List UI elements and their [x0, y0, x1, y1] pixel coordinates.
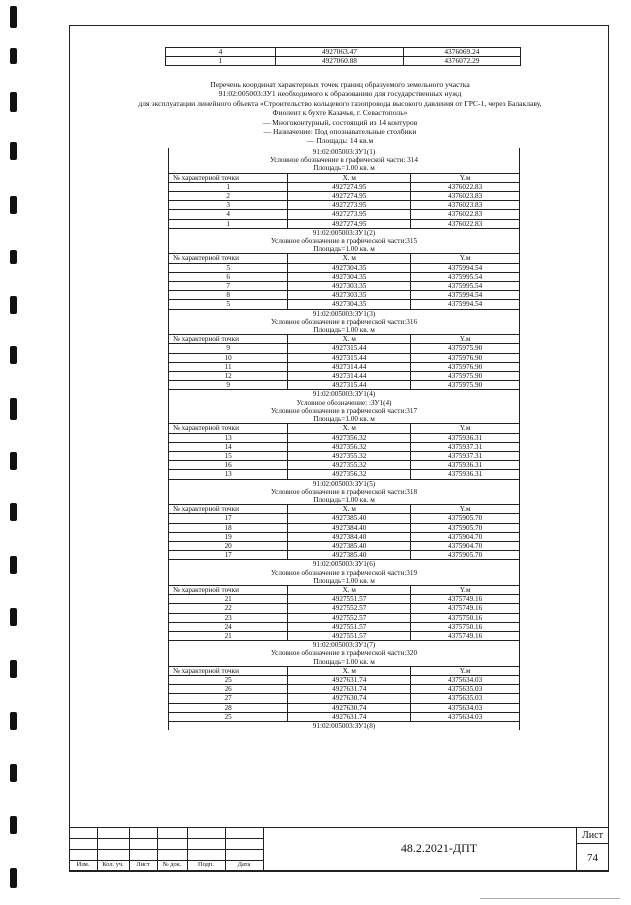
caption-row: [169, 658, 520, 667]
point-number: 22: [169, 604, 288, 613]
y-value: 4376022.83: [411, 219, 520, 228]
table-row: [169, 604, 520, 613]
y-value: 4376022.83: [411, 210, 520, 219]
x-value: 4927314.44: [288, 362, 411, 371]
table-row: [169, 712, 520, 721]
x-value: 4927273.95: [288, 201, 411, 210]
y-value: 4376023.83: [411, 201, 520, 210]
x-value: 4927385.40: [288, 551, 411, 560]
point-number: 9: [169, 381, 288, 390]
column-header-row: [169, 585, 520, 594]
y-value: 4375936.31: [411, 461, 520, 470]
y-value: 4375905.70: [411, 551, 520, 560]
column-header-number: № характерной точки: [169, 424, 288, 433]
point-number: 15: [169, 451, 288, 460]
point-number: 20: [169, 541, 288, 550]
caption-row: [169, 641, 520, 650]
column-header-y: Y.м: [411, 424, 520, 433]
point-number: 21: [169, 631, 288, 640]
x-value: 4927384.40: [288, 532, 411, 541]
table-row: [169, 595, 520, 604]
table-row: [169, 461, 520, 470]
header-line: 91:02:005003:ЗУ1 необходимого к образованию для государственных нужд: [218, 89, 462, 99]
contour-title: 91:02:005003:ЗУ1(8): [169, 722, 520, 731]
table-row: [169, 631, 520, 640]
y-value: 4376022.83: [411, 182, 520, 191]
binding-marks: [8, 0, 22, 905]
table-row: [169, 451, 520, 460]
y-value: 4375975.90: [411, 344, 520, 353]
table-row: [169, 219, 520, 228]
column-header-row: [169, 424, 520, 433]
point-number: 5: [169, 263, 288, 272]
x-value: 4927315.44: [288, 344, 411, 353]
caption-row: [169, 309, 520, 318]
point-number: 21: [169, 595, 288, 604]
contour-area: Площадь=1.00 кв. м: [169, 415, 520, 424]
y-value: 4375904.70: [411, 541, 520, 550]
contour-legend: Условное обозначение в графической части:316: [169, 318, 520, 326]
x-value: 4927304.35: [288, 272, 411, 281]
column-header-number: № характерной точки: [169, 666, 288, 675]
y-value: 4375975.90: [411, 372, 520, 381]
caption-row: [169, 148, 520, 156]
column-header-number: № характерной точки: [169, 173, 288, 182]
table-row: [169, 532, 520, 541]
contour-legend: Условное обозначение в графической части:315: [169, 237, 520, 245]
table-row: [169, 353, 520, 362]
x-value: 4927274.95: [288, 192, 411, 201]
y-value: 4375905.70: [411, 523, 520, 532]
y-value: 4375749.16: [411, 631, 520, 640]
point-number: 1: [169, 219, 288, 228]
table-row: [169, 344, 520, 353]
x-value: 4927315.44: [288, 381, 411, 390]
table-row: [169, 694, 520, 703]
point-number: 28: [169, 703, 288, 712]
table-row: [169, 300, 520, 309]
contour-area: Площадь=1.00 кв. м: [169, 577, 520, 586]
x-value: 4927385.40: [288, 514, 411, 523]
caption-row: [169, 318, 520, 326]
point-number: 9: [169, 344, 288, 353]
header-line: для эксплуатации линейного объекта «Строительство кольцевого газопровода высокого давления от ГРС-1, через Балаклаву,: [138, 98, 542, 108]
table-row: [169, 372, 520, 381]
x-value: 4927303.35: [288, 291, 411, 300]
x-value: 4927060.88: [276, 57, 404, 66]
column-header-x: Х. м: [288, 254, 411, 263]
column-header-x: Х. м: [288, 424, 411, 433]
y-value: 4375937.31: [411, 451, 520, 460]
x-value: 4927304.35: [288, 263, 411, 272]
column-header-y: Y.м: [411, 585, 520, 594]
scan-edge-line: [480, 898, 620, 901]
x-value: 4927385.40: [288, 541, 411, 550]
stamp-kol: Кол. уч.: [102, 861, 124, 868]
header-line: Фиолент к бухте Казачья, г. Севастополь»: [272, 108, 408, 118]
y-value: 4375749.16: [411, 604, 520, 613]
x-value: 4927304.35: [288, 300, 411, 309]
x-value: 4927551.57: [288, 622, 411, 631]
point-number: 27: [169, 694, 288, 703]
x-value: 4927630.74: [288, 694, 411, 703]
table-row: [169, 514, 520, 523]
table-row: [169, 613, 520, 622]
x-value: 4927356.32: [288, 470, 411, 479]
contour-note: Условное обозначение: :ЗУ1(4): [169, 399, 520, 407]
y-value: 4375905.70: [411, 514, 520, 523]
point-number: 7: [169, 282, 288, 291]
y-value: 4376023.83: [411, 192, 520, 201]
y-value: 4375994.54: [411, 300, 520, 309]
table-row: [169, 685, 520, 694]
column-header-row: [169, 666, 520, 675]
table-row: [169, 470, 520, 479]
x-value: 4927273.95: [288, 210, 411, 219]
y-value: 4375634.03: [411, 703, 520, 712]
caption-row: [169, 722, 520, 731]
contour-legend: Условное обозначение в графической части:318: [169, 488, 520, 496]
column-header-number: № характерной точки: [169, 585, 288, 594]
caption-row: [169, 407, 520, 415]
y-value: 4375634.03: [411, 712, 520, 721]
sheet-label: Лист: [582, 830, 603, 841]
x-value: 4927552.57: [288, 613, 411, 622]
contour-legend: Условное обозначение в графической части:319: [169, 569, 520, 577]
x-value: 4927355.32: [288, 461, 411, 470]
point-number: 6: [169, 272, 288, 281]
point-number: 10: [169, 353, 288, 362]
point-number: 23: [169, 613, 288, 622]
stamp-list: Лист: [136, 861, 150, 868]
point-number: 2: [169, 192, 288, 201]
column-header-y: Y.м: [411, 666, 520, 675]
column-header-row: [169, 173, 520, 182]
column-header-number: № характерной точки: [169, 254, 288, 263]
purpose-note: — Назначение: Под опознавательные столбики: [263, 127, 417, 137]
stamp-podp: Подп.: [198, 861, 214, 868]
y-value: 4375994.54: [411, 263, 520, 272]
x-value: 4927063.47: [276, 48, 404, 57]
contour-title: 91:02:005003:ЗУ1(2): [169, 228, 520, 237]
contour-title: 91:02:005003:ЗУ1(6): [169, 560, 520, 569]
table-row: [169, 272, 520, 281]
caption-row: [169, 496, 520, 505]
column-header-x: Х. м: [288, 173, 411, 182]
y-value: 4376072.29: [403, 57, 520, 66]
column-header-x: Х. м: [288, 666, 411, 675]
x-value: 4927551.57: [288, 631, 411, 640]
sheet-number: 74: [587, 852, 598, 864]
caption-row: [169, 569, 520, 577]
table-row: [169, 541, 520, 550]
point-number: 25: [169, 675, 288, 684]
point-number: 3: [169, 201, 288, 210]
table-row: [169, 210, 520, 219]
column-header-number: № характерной точки: [169, 505, 288, 514]
y-value: 4375975.90: [411, 381, 520, 390]
point-number: 17: [169, 551, 288, 560]
x-value: 4927384.40: [288, 523, 411, 532]
column-header-y: Y.м: [411, 505, 520, 514]
contour-legend: Условное обозначение в графической части: 314: [169, 156, 520, 164]
y-value: 4375994.54: [411, 291, 520, 300]
column-header-row: [169, 254, 520, 263]
column-header-x: Х. м: [288, 505, 411, 514]
table-row: [169, 551, 520, 560]
table-row: [169, 703, 520, 712]
y-value: 4376069.24: [403, 48, 520, 57]
contour-legend: Условное обозначение в графической части:317: [169, 407, 520, 415]
column-header-y: Y.м: [411, 254, 520, 263]
caption-row: [169, 390, 520, 399]
point-number: 13: [169, 470, 288, 479]
y-value: 4375635.03: [411, 685, 520, 694]
y-value: 4375995.54: [411, 282, 520, 291]
x-value: 4927356.32: [288, 442, 411, 451]
contour-title: 91:02:005003:ЗУ1(5): [169, 479, 520, 488]
document-header: [90, 80, 590, 146]
caption-row: [169, 326, 520, 335]
y-value: 4375750.16: [411, 622, 520, 631]
caption-row: [169, 479, 520, 488]
point-number: 17: [169, 514, 288, 523]
y-value: 4375936.31: [411, 433, 520, 442]
previous-table-tail: [165, 47, 521, 66]
x-value: 4927314.44: [288, 372, 411, 381]
area-note: — Площадь: 14 кв.м: [306, 136, 374, 146]
caption-row: [169, 399, 520, 407]
x-value: 4927274.95: [288, 219, 411, 228]
x-value: 4927552.57: [288, 604, 411, 613]
coordinates-table: [168, 148, 520, 730]
x-value: 4927631.74: [288, 685, 411, 694]
caption-row: [169, 577, 520, 586]
contour-area: Площадь=1.00 кв. м: [169, 658, 520, 667]
caption-row: [169, 488, 520, 496]
table-row: [166, 57, 521, 66]
point-number: 4: [166, 48, 276, 57]
point-number: 18: [169, 523, 288, 532]
stamp-ndok: № док.: [162, 861, 182, 868]
x-value: 4927315.44: [288, 353, 411, 362]
point-number: 1: [169, 182, 288, 191]
x-value: 4927274.95: [288, 182, 411, 191]
stamp-data: Дата: [237, 861, 251, 868]
y-value: 4375936.31: [411, 470, 520, 479]
point-number: 16: [169, 461, 288, 470]
table-row: [169, 622, 520, 631]
caption-row: [169, 560, 520, 569]
point-number: 26: [169, 685, 288, 694]
x-value: 4927631.74: [288, 712, 411, 721]
column-header-y: Y.м: [411, 173, 520, 182]
caption-row: [169, 237, 520, 245]
table-row: [169, 442, 520, 451]
x-value: 4927356.32: [288, 433, 411, 442]
y-value: 4375995.54: [411, 272, 520, 281]
table-row: [169, 433, 520, 442]
point-number: 19: [169, 532, 288, 541]
column-header-x: Х. м: [288, 585, 411, 594]
table-row: [169, 201, 520, 210]
point-number: 12: [169, 372, 288, 381]
x-value: 4927551.57: [288, 595, 411, 604]
title-block: [69, 827, 609, 872]
y-value: 4375976.90: [411, 353, 520, 362]
y-value: 4375750.16: [411, 613, 520, 622]
contour-title: 91:02:005003:ЗУ1(1): [169, 148, 520, 156]
column-header-row: [169, 335, 520, 344]
x-value: 4927631.74: [288, 675, 411, 684]
point-number: 14: [169, 442, 288, 451]
x-value: 4927630.74: [288, 703, 411, 712]
point-number: 25: [169, 712, 288, 721]
contour-area: Площадь=1.00 кв. м: [169, 245, 520, 254]
table-row: [169, 362, 520, 371]
table-row: [169, 263, 520, 272]
caption-row: [169, 164, 520, 173]
column-header-row: [169, 505, 520, 514]
y-value: 4375904.70: [411, 532, 520, 541]
table-row: [169, 381, 520, 390]
point-number: 5: [169, 300, 288, 309]
caption-row: [169, 245, 520, 254]
header-line: Перечень координат характерных точек границ образуемого земельного участка: [210, 80, 470, 89]
table-row: [169, 182, 520, 191]
table-row: [169, 282, 520, 291]
table-row: [169, 675, 520, 684]
point-number: 1: [166, 57, 276, 66]
contour-title: 91:02:005003:ЗУ1(4): [169, 390, 520, 399]
document-code: 48.2.2021-ДПТ: [400, 841, 478, 855]
contour-area: Площадь=1.00 кв. м: [169, 326, 520, 335]
contour-title: 91:02:005003:ЗУ1(3): [169, 309, 520, 318]
point-number: 13: [169, 433, 288, 442]
caption-row: [169, 415, 520, 424]
caption-row: [169, 228, 520, 237]
column-header-y: Y.м: [411, 335, 520, 344]
point-number: 8: [169, 291, 288, 300]
table-row: [169, 291, 520, 300]
y-value: 4375635.03: [411, 694, 520, 703]
contour-legend: Условное обозначение в графической части:320: [169, 649, 520, 657]
y-value: 4375749.16: [411, 595, 520, 604]
table-row: [169, 192, 520, 201]
y-value: 4375976.90: [411, 362, 520, 371]
multi-contour-note: — Многоконтурный, состоящий из 14 контуров: [262, 117, 418, 127]
y-value: 4375937.31: [411, 442, 520, 451]
y-value: 4375634.03: [411, 675, 520, 684]
caption-row: [169, 156, 520, 164]
caption-row: [169, 649, 520, 657]
point-number: 11: [169, 362, 288, 371]
stamp-izm: Изм.: [76, 861, 90, 868]
contour-title: 91:02:005003:ЗУ1(7): [169, 641, 520, 650]
column-header-number: № характерной точки: [169, 335, 288, 344]
point-number: 4: [169, 210, 288, 219]
column-header-x: Х. м: [288, 335, 411, 344]
contour-area: Площадь=1.00 кв. м: [169, 496, 520, 505]
table-row: [169, 523, 520, 532]
point-number: 24: [169, 622, 288, 631]
contour-area: Площадь=1.00 кв. м: [169, 164, 520, 173]
x-value: 4927355.32: [288, 451, 411, 460]
x-value: 4927303.35: [288, 282, 411, 291]
